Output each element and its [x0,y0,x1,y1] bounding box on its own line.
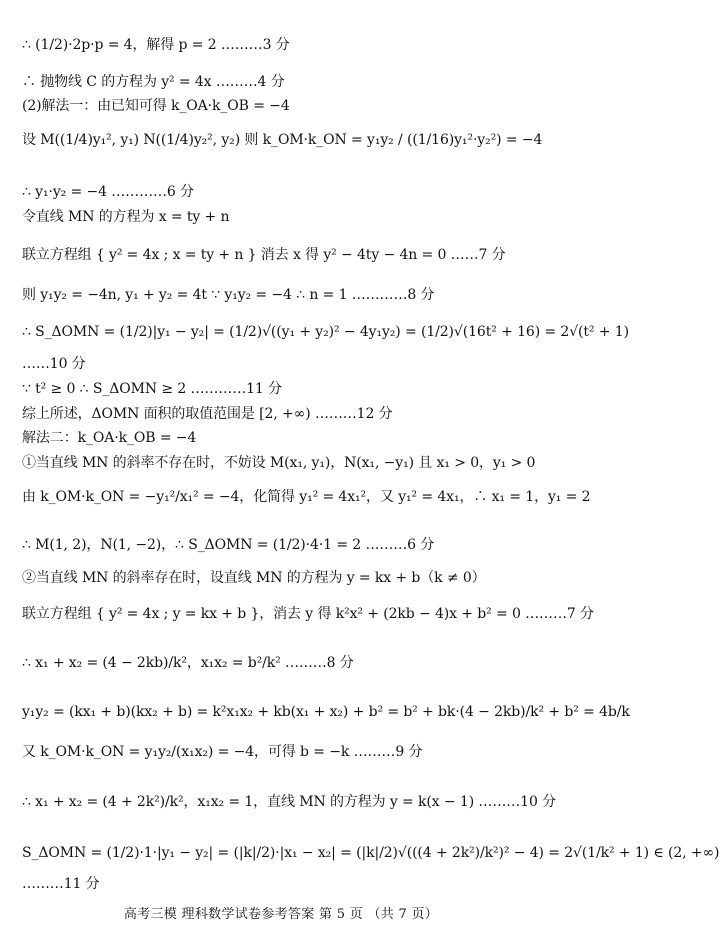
line-13: 解法二：k_OA·k_OB = −4 [22,430,197,446]
line-04: 设 M((1/4)y₁², y₁) N((1/4)y₂², y₂) 则 k_OM·k_ON = y₁y₂ / ((1/16)y₁²·y₂²) = −4 [22,132,543,148]
line-16: ∴ M(1, 2)，N(1, −2)，∴ S_ΔOMN = (1/2)·4·1 = 2 ………6 分 [22,537,435,553]
line-20: y₁y₂ = (kx₁ + b)(kx₂ + b) = k²x₁x₂ + kb(x₁ + x₂) + b² = b² + bk·(4 − 2kb)/k² + b² = 4b/k [22,704,630,720]
line-21: 又 k_OM·k_ON = y₁y₂/(x₁x₂) = −4，可得 b = −k ………9 分 [22,744,423,760]
line-15: 由 k_OM·k_ON = −y₁²/x₁² = −4，化简得 y₁² = 4x₁²，又 y₁² = 4x₁，∴ x₁ = 1，y₁ = 2 [22,489,591,505]
line-22: ∴ x₁ + x₂ = (4 + 2k²)/k²，x₁x₂ = 1，直线 MN 的方程为 y = k(x − 1) ………10 分 [22,794,556,810]
line-08: 则 y₁y₂ = −4n, y₁ + y₂ = 4t ∵ y₁y₂ = −4 ∴ n = 1 …………8 分 [22,287,435,303]
line-14: ①当直线 MN 的斜率不存在时，不妨设 M(x₁, y₁)，N(x₁, −y₁) 且 x₁ > 0，y₁ > 0 [22,455,536,471]
line-18: 联立方程组 { y² = 4x ; y = kx + b }，消去 y 得 k²x² + (2kb − 4)x + b² = 0 ………7 分 [22,606,594,622]
line-10: ……10 分 [22,356,86,372]
line-03: (2)解法一：由已知可得 k_OA·k_OB = −4 [22,98,290,114]
line-19: ∴ x₁ + x₂ = (4 − 2kb)/k²，x₁x₂ = b²/k² ………8 分 [22,655,354,671]
line-24: ………11 分 [22,876,100,892]
line-12: 综上所述，ΔOMN 面积的取值范围是 [2, +∞) ………12 分 [22,406,393,422]
line-09: ∴ S_ΔOMN = (1/2)|y₁ − y₂| = (1/2)√((y₁ + y₂)² − 4y₁y₂) = (1/2)√(16t² + 16) = 2√(t² + 1) [22,324,629,340]
page-footer: 高考三模 理科数学试卷参考答案 第 5 页 （共 7 页） [123,907,439,922]
line-06: 令直线 MN 的方程为 x = ty + n [22,209,230,225]
line-02: ∴ 抛物线 C 的方程为 y² = 4x ………4 分 [22,74,285,90]
line-23: S_ΔOMN = (1/2)·1·|y₁ − y₂| = (|k|/2)·|x₁ − x₂| = (|k|/2)√(((4 + 2k²)/k²)² − 4) = 2√(1/k² + 1) ∈ (2, +∞) [22,845,719,861]
line-11: ∵ t² ≥ 0 ∴ S_ΔOMN ≥ 2 …………11 分 [22,381,282,397]
line-07: 联立方程组 { y² = 4x ; x = ty + n } 消去 x 得 y² − 4ty − 4n = 0 ……7 分 [22,247,506,263]
line-05: ∴ y₁·y₂ = −4 …………6 分 [22,184,194,200]
line-01: ∴ (1/2)·2p·p = 4，解得 p = 2 ………3 分 [22,37,290,53]
line-17: ②当直线 MN 的斜率存在时，设直线 MN 的方程为 y = kx + b（k ≠ 0） [22,570,486,586]
